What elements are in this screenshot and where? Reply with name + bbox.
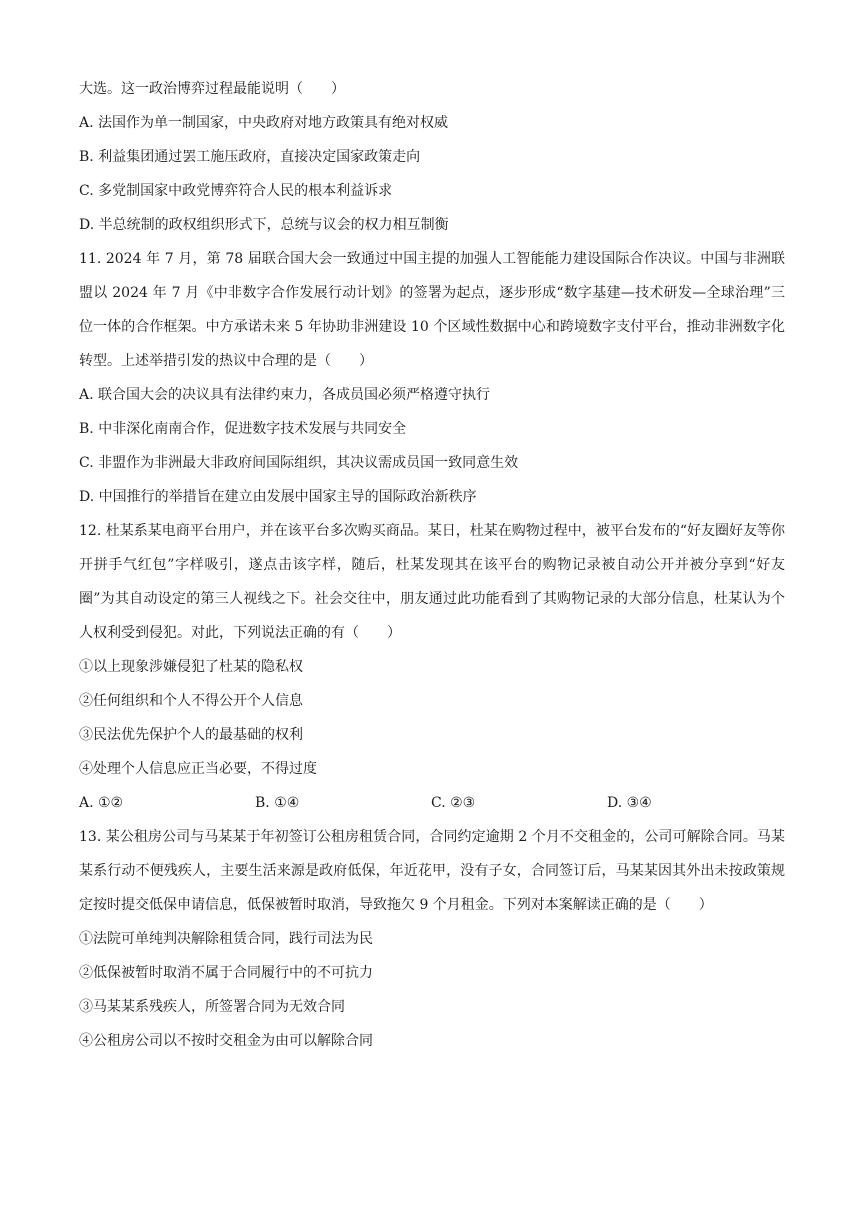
q10-option-d: D. 半总统制的政权组织形式下，总统与议会的权力相互制衡 <box>79 217 449 233</box>
exam-page <box>79 72 785 1058</box>
q12-choices <box>79 786 785 820</box>
q10-stem-tail: 大选。这一政治博弈过程最能说明（ ） <box>79 81 345 97</box>
q12-item-2: ②任何组织和个人不得公开个人信息 <box>79 693 303 709</box>
q13-stem: 13. 某公租房公司与马某某于年初签订公租房租赁合同，合同约定逾期 2 个月不交租金的，公司可解除合同。马某某系行动不便残疾人，主要生活来源是政府低保，年近花甲，没有子女，合同签订后，马某某因其外出未按政策规定按时提交低保申请信息，低保被暂时取消，导致拖欠 9 个月租金。下列对本案解读正确的是（ ） <box>79 829 785 913</box>
q10-option-c: C. 多党制国家中政党博弈符合人民的根本利益诉求 <box>79 183 393 199</box>
q11-option-c: C. 非盟作为非洲最大非政府间国际组织，其决议需成员国一致同意生效 <box>79 455 519 471</box>
q12-stem: 12. 杜某系某电商平台用户，并在该平台多次购买商品。某日，杜某在购物过程中，被平台发布的“好友圈好友等你开拼手气红包”字样吸引，遂点击该字样，随后，杜某发现其在该平台的购物记录被自动公开并被分享到“好友圈”为其自动设定的第三人视线之下。社会交往中，朋友通过此功能看到了其购物记录的大部分信息，杜某认为个人权利受到侵犯。对此，下列说法正确的有（ ） <box>79 523 785 641</box>
q11-stem: 11. 2024 年 7 月，第 78 届联合国大会一致通过中国主提的加强人工智能能力建设国际合作决议。中国与非洲联盟以 2024 年 7 月《中非数字合作发展行动计划》的签署为起点，逐步形成“数字基建—技术研发—全球治理”三位一体的合作框架。中方承诺未来 5 年协助非洲建设 10 个区域性数据中心和跨境数字支付平台，推动非洲数字化转型。上述举措引发的热议中合理的是（ ） <box>79 251 785 369</box>
q12-choice-d: D. ③④ <box>607 795 652 811</box>
q12-choice-c: C. ②③ <box>431 795 476 811</box>
q10-option-a: A. 法国作为单一制国家，中央政府对地方政策具有绝对权威 <box>79 115 449 131</box>
q11-option-b: B. 中非深化南南合作，促进数字技术发展与共同安全 <box>79 421 407 437</box>
q13-item-3: ③马某某系残疾人，所签署合同为无效合同 <box>79 999 345 1015</box>
q12-item-4: ④处理个人信息应正当必要，不得过度 <box>79 761 317 777</box>
q11-option-a: A. 联合国大会的决议具有法律约束力，各成员国必须严格遵守执行 <box>79 387 491 403</box>
q12-item-3: ③民法优先保护个人的最基础的权利 <box>79 727 303 743</box>
q10-option-b: B. 利益集团通过罢工施压政府，直接决定国家政策走向 <box>79 149 421 165</box>
q12-item-1: ①以上现象涉嫌侵犯了杜某的隐私权 <box>79 659 303 675</box>
q12-choice-a: A. ①② <box>79 795 124 811</box>
q13-item-1: ①法院可单纯判决解除租赁合同，践行司法为民 <box>79 931 373 947</box>
q13-item-2: ②低保被暂时取消不属于合同履行中的不可抗力 <box>79 965 373 981</box>
q13-item-4: ④公租房公司以不按时交租金为由可以解除合同 <box>79 1033 373 1049</box>
q12-choice-b: B. ①④ <box>255 795 300 811</box>
q11-option-d: D. 中国推行的举措旨在建立由发展中国家主导的国际政治新秩序 <box>79 489 477 505</box>
